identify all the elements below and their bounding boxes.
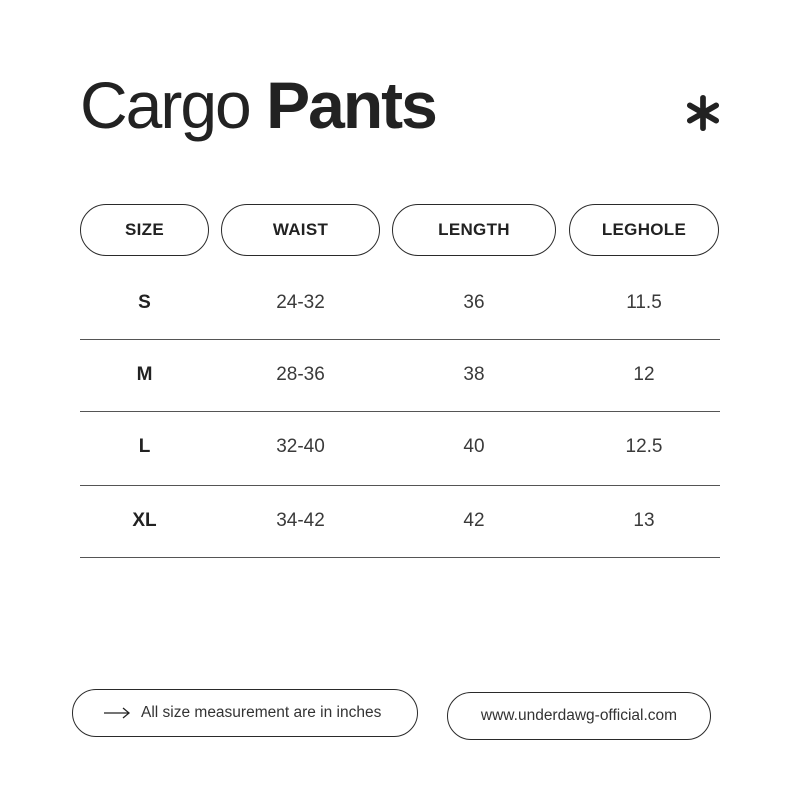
- column-header-waist: WAIST: [221, 204, 380, 256]
- cell-leghole: 13: [633, 510, 655, 531]
- cell-length: 38: [463, 364, 485, 385]
- arrow-right-icon: [103, 707, 131, 719]
- cell-waist: 34-42: [276, 510, 325, 531]
- cell-size: L: [138, 436, 151, 457]
- row-divider: [80, 557, 720, 558]
- cell-leghole: 12: [633, 364, 655, 385]
- column-header-length: LENGTH: [392, 204, 556, 256]
- column-header-size: SIZE: [80, 204, 209, 256]
- cell-waist: 32-40: [276, 436, 325, 457]
- cell-length: 36: [463, 292, 485, 313]
- table-row: [80, 267, 720, 339]
- cell-leghole: 12.5: [625, 436, 663, 457]
- asterisk-icon: [684, 94, 722, 132]
- title-bold-word: Pants: [266, 68, 436, 142]
- page-title: [80, 68, 436, 142]
- cell-length: 42: [463, 510, 485, 531]
- measurement-note: [72, 689, 418, 737]
- cell-waist: 24-32: [276, 292, 325, 313]
- cell-waist: 28-36: [276, 364, 325, 385]
- table-row: [80, 411, 720, 483]
- cell-size: M: [136, 364, 153, 385]
- cell-length: 40: [463, 436, 485, 457]
- title-light-word: Cargo: [80, 68, 250, 142]
- table-row: [80, 485, 720, 557]
- cell-leghole: 11.5: [626, 292, 662, 313]
- table-row: [80, 339, 720, 411]
- website-link[interactable]: www.underdawg-official.com: [447, 692, 711, 740]
- column-header-leghole: LEGHOLE: [569, 204, 719, 256]
- cell-size: XL: [132, 510, 157, 531]
- cell-size: S: [138, 292, 151, 313]
- measurement-note-text: All size measurement are in inches: [141, 704, 382, 721]
